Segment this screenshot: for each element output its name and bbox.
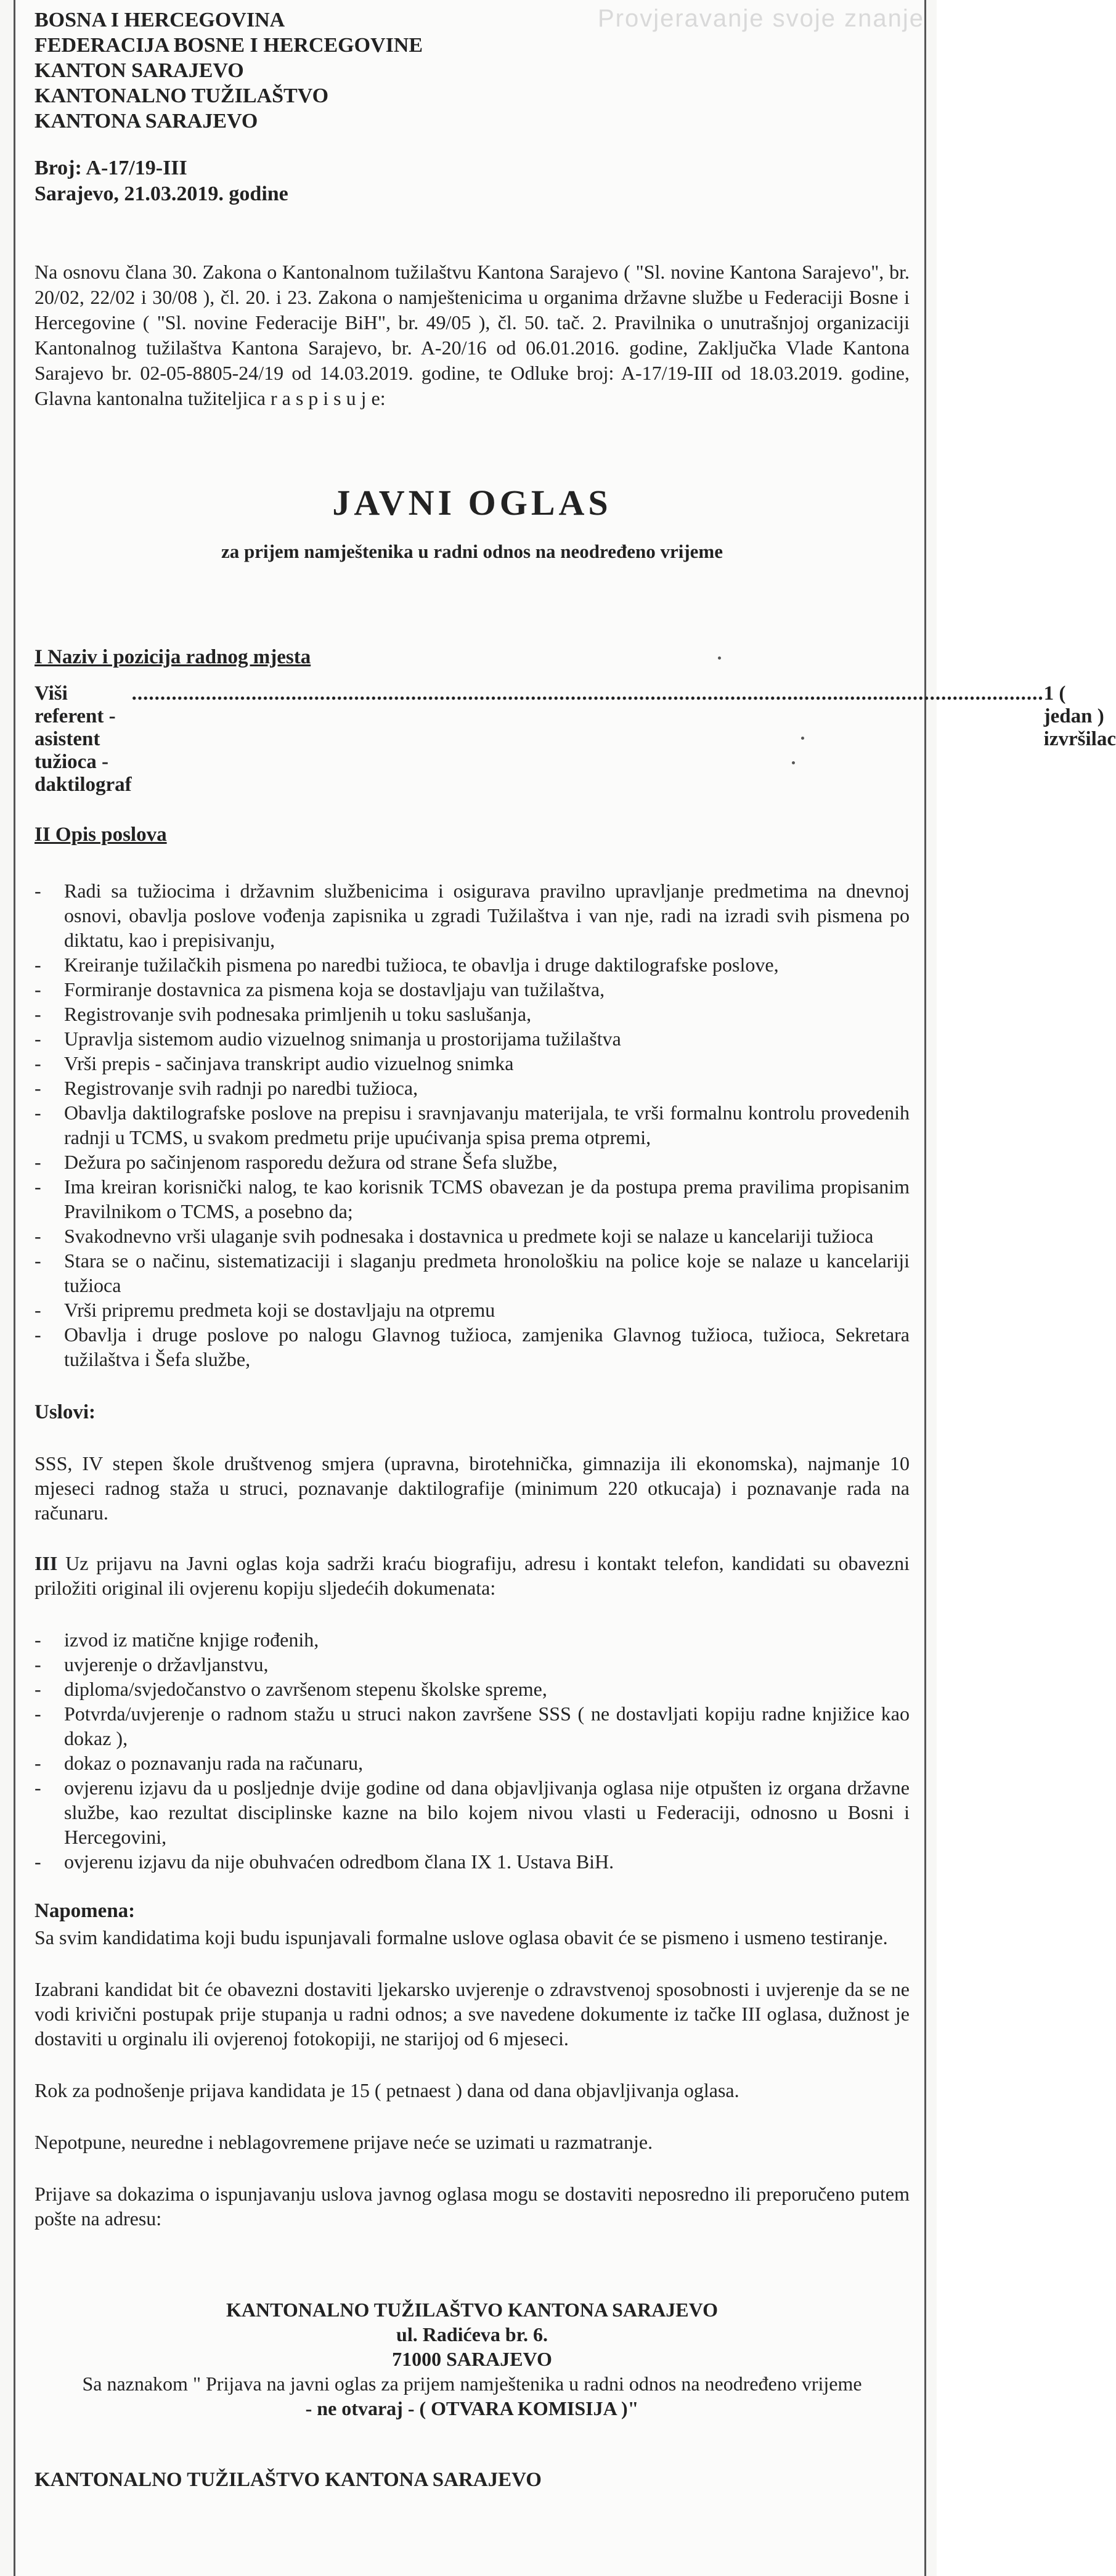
position-title: Viši referent - asistent tužioca - daktilograf [35,682,132,796]
list-item: - Formiranje dostavnica za pismena koja se dostavljaju van tužilaštva, [35,977,910,1002]
header-line: BOSNA I HERCEGOVINA [35,9,285,31]
reference-block [35,155,910,207]
section-2-heading: II Opis poslova [35,824,167,846]
bleed-through-text: Provjeravanje svoje znanje [597,5,924,32]
list-item: - ovjerenu izjavu da u posljednje dvije godine od dana objavljivanja oglasa nije otpušten iz organa državne službe, kao rezultat disciplinske kazne na bilo kojem nivou vlasti u Federaciji, odnosno u Bosni i Hercegovini, [35,1775,910,1849]
header-line: KANTONALNO TUŽILAŠTVO [35,84,329,107]
list-item: - Kreiranje tužilačkih pismena po naredbi tužioca, te obavlja i druge daktilografske poslove, [35,952,910,977]
list-item: - dokaz o poznavanju rada na računaru, [35,1751,910,1775]
intro-paragraph: Na osnovu člana 30. Zakona o Kantonalnom tužilaštvu Kantona Sarajevo ( "Sl. novine Kantona Sarajevo", br. 20/02, 22/02 i 30/08 ), čl. 20. i 23. Zakona o namještenicima u organima državne službe u Federaciji Bosne i Hercegovine ( "Sl. novine Federacije BiH", br. 49/05 ), čl. 50. tač. 2. Pravilnika o unutrašnjoj organizaciji Kantonalnog tužilaštva Kantona Sarajevo, br. A-20/16 od 06.01.2016. godine, Zaključka Vlade Kantona Sarajevo br. 02-05-8805-24/19 od 14.03.2019. godine, te Odluke broj: A-17/19-III od 18.03.2019. godine, Glavna kantonalna tužiteljica r a s p i s u j e: [35,261,910,409]
reference-number: Broj: A-17/19-III [35,157,187,179]
address-line: Sa naznakom " Prijava na javni oglas za prijem namještenika u radni odnos na neodređeno vrijeme [82,2373,862,2395]
document-date: Sarajevo, 21.03.2019. godine [35,182,288,205]
address-line: ul. Radićeva br. 6. [396,2323,548,2345]
note-paragraph: Prijave sa dokazima o ispunjavanju uslova javnog oglasa mogu se dostaviti neposredno ili preporučeno putem pošte na adresu: [35,2183,910,2230]
list-item: - Registrovanje svih radnji po naredbi tužioca, [35,1076,910,1100]
header-block [35,7,910,134]
note-paragraph: Rok za podnošenje prijava kandidata je 15 ( petnaest ) dana od dana objavljivanja oglasa. [35,2079,739,2101]
list-item: - izvod iz matične knjige rođenih, [35,1627,910,1652]
list-item: - Vrši prepis - sačinjava transkript audio vizuelnog snimka [35,1051,910,1076]
duties-list [35,878,910,1372]
list-item: - uvjerenje o državljanstvu, [35,1652,910,1677]
list-item: - diploma/svjedočanstvo o završenom stepenu školske spreme, [35,1677,910,1701]
section-3-text: Uz prijavu na Javni oglas koja sadrži kraću biografiju, adresu i kontakt telefon, kandidati su obavezni priložiti original ili ovjerenu kopiju sljedećih dokumenata: [35,1552,910,1599]
list-item: - Ima kreiran korisnički nalog, te kao korisnik TCMS obavezan je da postupa prema pravilima propisanim Pravilnikom o TCMS, a posebno da; [35,1174,910,1224]
document-subtitle: za prijem namještenika u radni odnos na neodređeno vrijeme [221,541,723,562]
list-item: - ovjerenu izjavu da nije obuhvaćen odredbom člana IX 1. Ustava BiH. [35,1849,910,1874]
footer-signature: KANTONALNO TUŽILAŠTVO KANTONA SARAJEVO [35,2469,542,2491]
list-item: - Potvrda/uvjerenje o radnom stažu u struci nakon završene SSS ( ne dostavljati kopiju radne knjižice kao dokaz ), [35,1701,910,1751]
document-title: JAVNI OGLAS [332,483,612,523]
section-3-label: III [35,1552,58,1574]
leader-dots: ................................................................................................................................................................ [131,682,1044,705]
list-item: - Upravlja sistemom audio vizuelnog snimanja u prostorijama tužilaštva [35,1026,910,1051]
position-count: 1 ( jedan ) izvršilac [1043,682,1116,750]
note-paragraph: Sa svim kandidatima koji budu ispunjavali formalne uslove oglasa obavit će se pismeno i usmeno testiranje. [35,1926,888,1948]
documents-list [35,1627,910,1874]
note-paragraph: Nepotpune, neuredne i neblagovremene prijave neće se uzimati u razmatranje. [35,2131,653,2153]
list-item: - Obavlja daktilografske poslove na prepisu i sravnjavanju materijala, te vrši formalnu kontrolu provedenih radnji u TCMS, u svakom predmetu prije upućivanja spisa prema otpremi, [35,1100,910,1150]
header-line: KANTON SARAJEVO [35,59,244,82]
section-3-paragraph [35,1551,910,1600]
conditions-heading: Uslovi: [35,1401,96,1423]
header-line: KANTONA SARAJEVO [35,110,258,133]
list-item: - Vrši pripremu predmeta koji se dostavljaju na otpremu [35,1298,910,1322]
list-item: - Dežura po sačinjenom rasporedu dežura od strane Šefa službe, [35,1150,910,1174]
address-block [35,2297,910,2421]
conditions-text: SSS, IV stepen škole društvenog smjera (upravna, birotehnička, gimnazija ili ekonomska), najmanje 10 mjeseci radnog staža u struci, poznavanje daktilografije (minimum 220 otkucaja) i poznavanje rada na računaru. [35,1452,910,1524]
header-line: FEDERACIJA BOSNE I HERCEGOVINE [35,34,423,57]
list-item: - Registrovanje svih podnesaka primljenih u toku saslušanja, [35,1002,910,1026]
list-item: - Radi sa tužiocima i državnim službenicima i osigurava pravilno upravljanje predmetima na dnevnoj osnovi, obavlja poslove vođenja zapisnika u zgradi Tužilaštva i van nje, radi na izradi svih pismena po diktatu, kao i prepisivanju, [35,878,910,952]
note-paragraph: Izabrani kandidat bit će obavezni dostaviti ljekarsko uvjerenje o zdravstvenoj sposobnosti i uvjerenje da se ne vodi krivični postupak prije stupanja u radni odnos; a sve navedene dokumente iz tačke III oglasa, dužnost je dostaviti u orginalu ili ovjerenoj fotokopiji, ne starijoj od 6 mjeseci. [35,1978,910,2050]
list-item: - Svakodnevno vrši ulaganje svih podnesaka i dostavnica u predmete koji se nalaze u kancelariji tužioca [35,1224,910,1248]
address-line: KANTONALNO TUŽILAŠTVO KANTONA SARAJEVO [226,2299,718,2321]
list-item: - Stara se o načinu, sistematizaciji i slaganju predmeta hronološkiu na police koje se nalaze u kancelariji tužioca [35,1248,910,1298]
position-line [35,682,1116,796]
note-heading: Napomena: [35,1900,136,1922]
list-item: - Obavlja i druge poslove po nalogu Glavnog tužioca, zamjenika Glavnog tužioca, tužioca, Sekretara tužilaštva i Šefa službe, [35,1322,910,1372]
address-line: 71000 SARAJEVO [392,2348,552,2370]
section-1-heading: I Naziv i pozicija radnog mjesta [35,646,311,668]
document-body [35,7,1116,2492]
address-line: - ne otvaraj - ( OTVARA KOMISIJA )" [305,2397,639,2419]
